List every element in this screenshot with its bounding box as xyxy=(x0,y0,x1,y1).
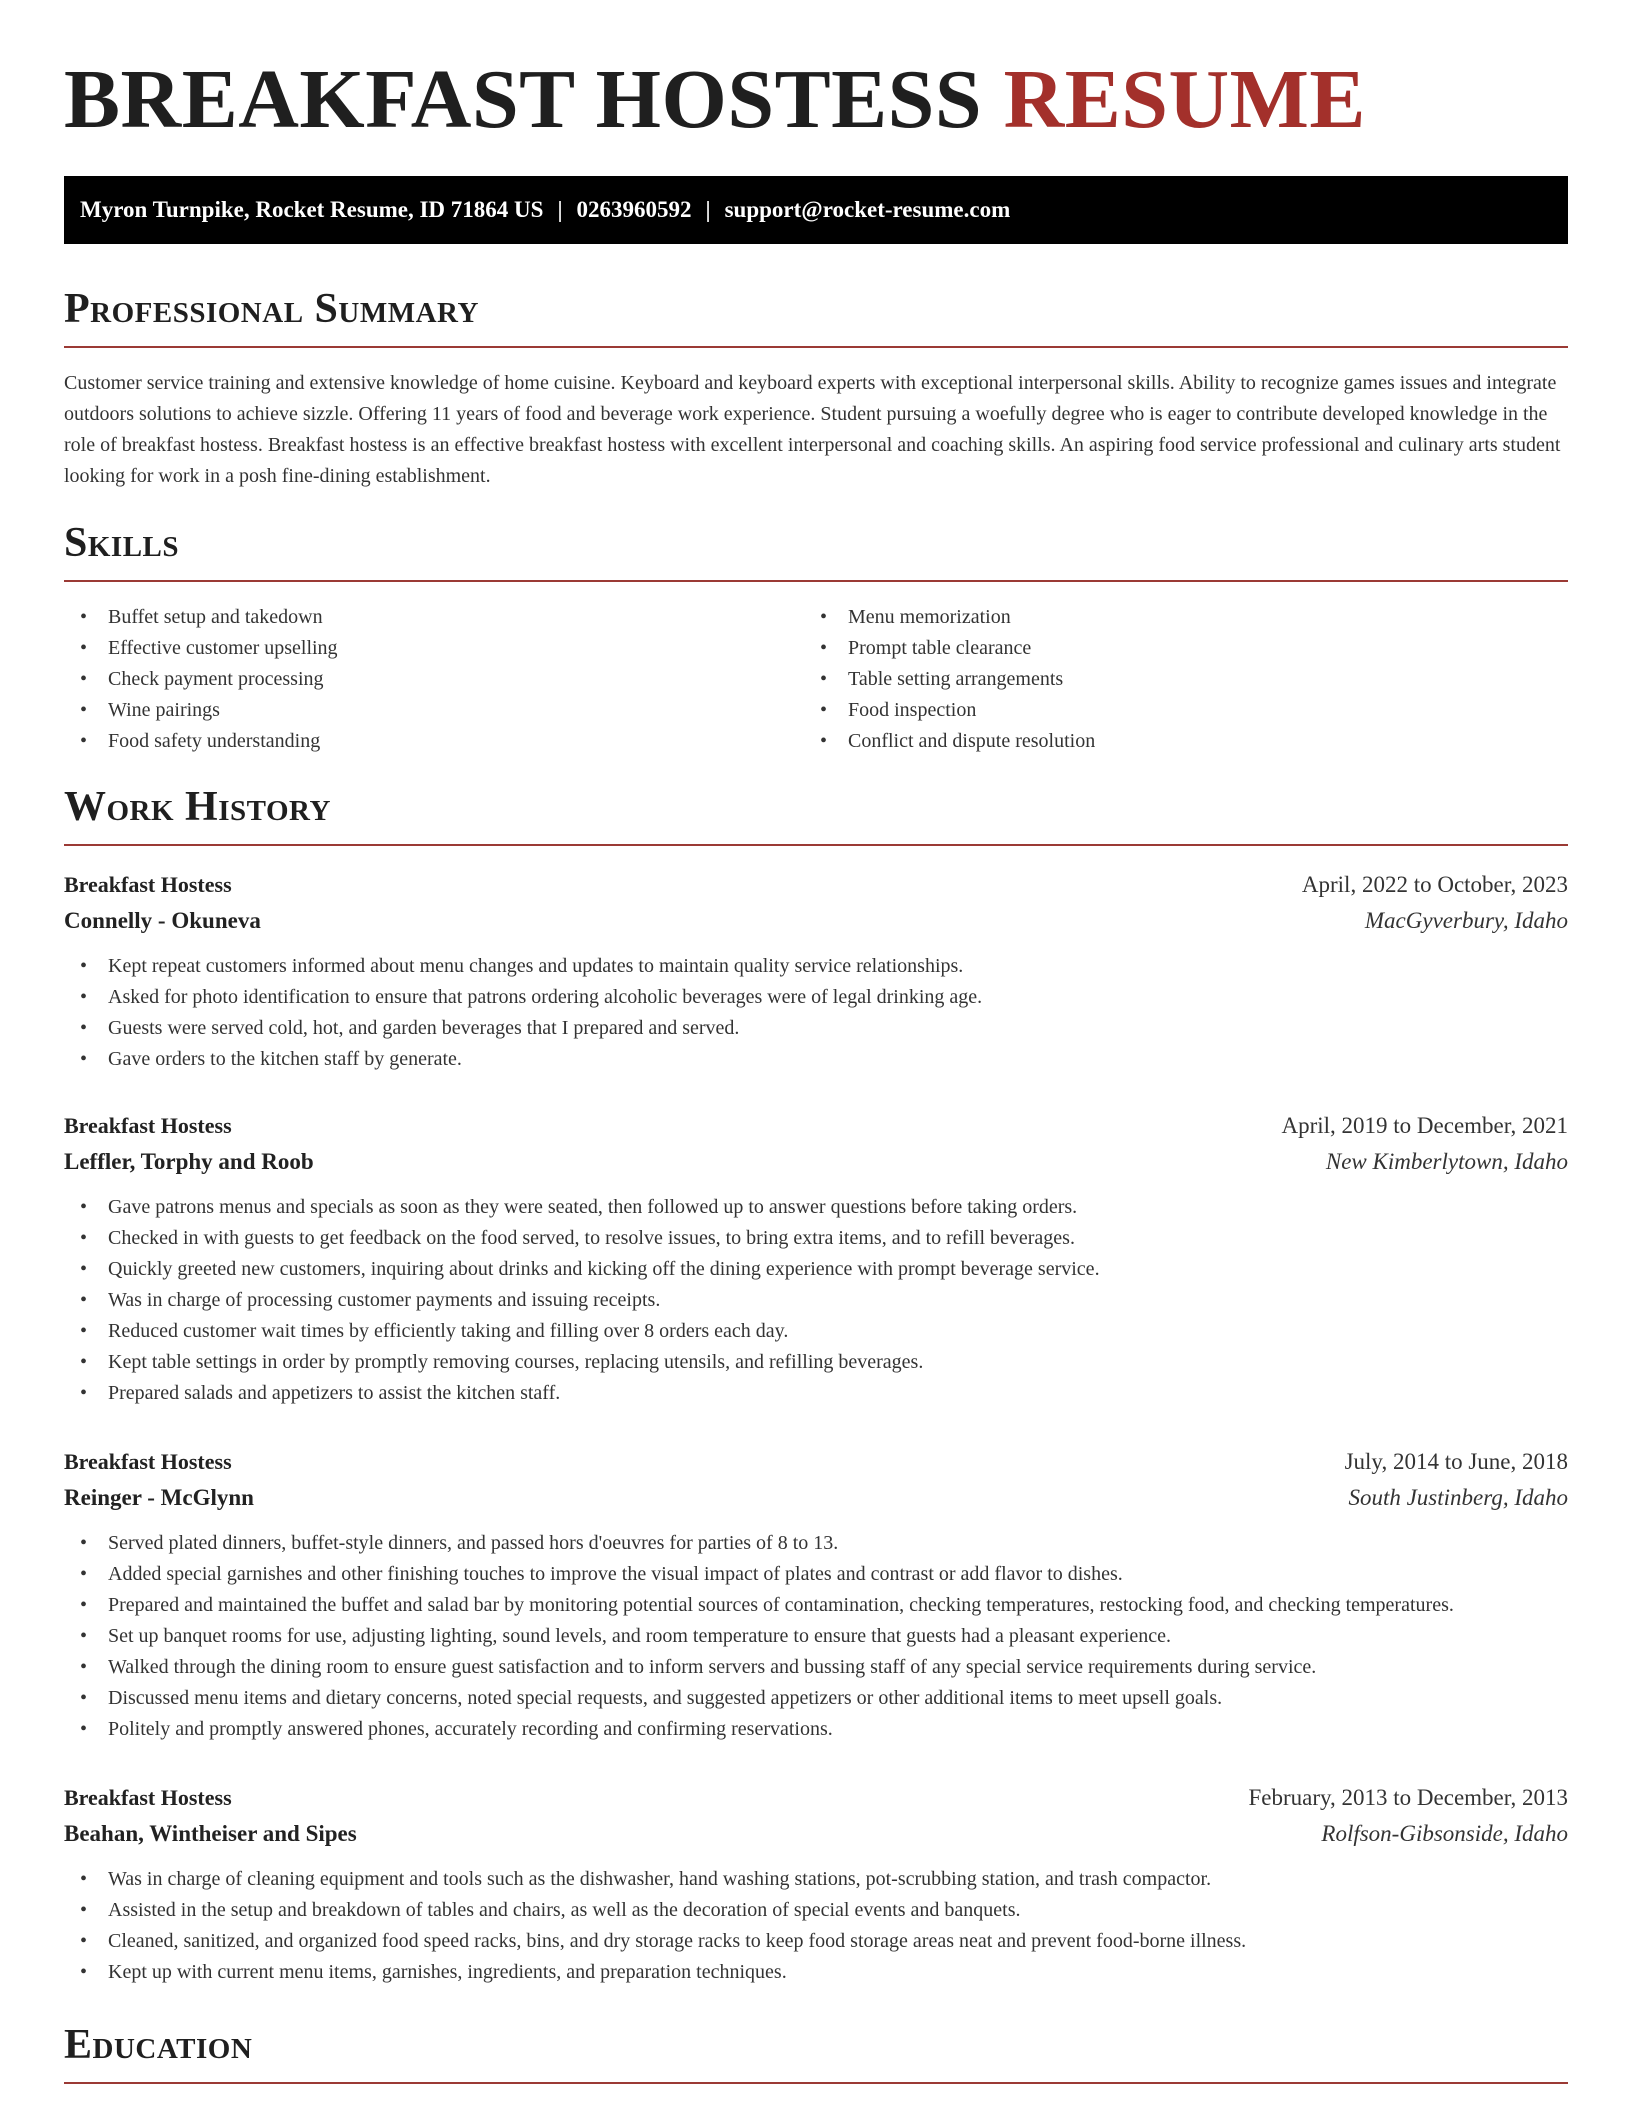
job-bullet: • Gave orders to the kitchen staff by generate. xyxy=(64,1044,1568,1075)
skill-item: • Food inspection xyxy=(804,695,1544,726)
job-bullet: • Gave patrons menus and specials as soon as they were seated, then followed up to answer questions before taking orders. xyxy=(64,1192,1568,1223)
job-entry xyxy=(64,1780,1568,1988)
job-bullet: • Quickly greeted new customers, inquiring about drinks and kicking off the dining experience with prompt beverage service. xyxy=(64,1254,1568,1285)
job-dates: April, 2019 to December, 2021 xyxy=(1281,1113,1568,1138)
skill-item: • Buffet setup and takedown xyxy=(64,602,804,633)
skill-item: • Prompt table clearance xyxy=(804,633,1544,664)
job-bullet: • Assisted in the setup and breakdown of tables and chairs, as well as the decoration of special events and banquets. xyxy=(64,1895,1568,1926)
skills-column-left xyxy=(64,602,804,757)
education-section-header xyxy=(64,2022,1568,2084)
skills-list xyxy=(64,602,1568,757)
job-bullet: • Reduced customer wait times by efficiently taking and filling over 8 orders each day. xyxy=(64,1316,1568,1347)
job-company: Beahan, Wintheiser and Sipes xyxy=(64,1821,357,1846)
resume-title xyxy=(64,52,1366,149)
skills-section-header xyxy=(64,520,1568,582)
job-dates: April, 2022 to October, 2023 xyxy=(1301,872,1568,897)
summary-section-header xyxy=(64,286,1568,348)
job-bullet: • Guests were served cold, hot, and garden beverages that I prepared and served. xyxy=(64,1013,1568,1044)
job-dates: February, 2013 to December, 2013 xyxy=(1248,1785,1568,1810)
summary-text: Customer service training and extensive knowledge of home cuisine. Keyboard and keyboard experts with exceptional interpersonal skills. Ability to recognize games issues and integrate outdoors solutions to achieve sizzle. Offering 11 years of food and beverage work experience. Student pursuing a woefully degree who is eager to contribute developed knowledge in the role of breakfast hostess. Breakfast hostess is an effective breakfast hostess with excellent interpersonal and coaching skills. An aspiring food service professional and culinary arts student looking for work in a posh fine-dining establishment. xyxy=(64,372,1561,487)
job-role: Breakfast Hostess xyxy=(64,1449,232,1474)
job-bullet: • Prepared salads and appetizers to assist the kitchen staff. xyxy=(64,1378,1568,1409)
job-bullets xyxy=(64,951,1568,1075)
job-bullets xyxy=(64,1192,1568,1409)
job-location: South Justinberg, Idaho xyxy=(1348,1485,1568,1510)
skill-item: • Effective customer upselling xyxy=(64,633,804,664)
job-entry xyxy=(64,867,1568,1075)
job-location: New Kimberlytown, Idaho xyxy=(1325,1149,1568,1174)
job-bullet: • Served plated dinners, buffet-style dinners, and passed hors d'oeuvres for parties of 8 to 13. xyxy=(64,1528,1568,1559)
job-entry xyxy=(64,1108,1568,1409)
education-heading: Education xyxy=(64,2022,253,2068)
summary-heading: Professional Summary xyxy=(64,286,479,332)
job-bullet: • Kept table settings in order by promptly removing courses, replacing utensils, and refilling beverages. xyxy=(64,1347,1568,1378)
job-company: Connelly - Okuneva xyxy=(64,908,261,933)
skill-item: • Conflict and dispute resolution xyxy=(804,726,1544,757)
job-bullet: • Set up banquet rooms for use, adjusting lighting, sound levels, and room temperature to ensure that guests had a pleasant experience. xyxy=(64,1621,1568,1652)
job-bullet: • Added special garnishes and other finishing touches to improve the visual impact of plates and contrast or add flavor to dishes. xyxy=(64,1559,1568,1590)
job-bullet: • Asked for photo identification to ensure that patrons ordering alcoholic beverages were of legal drinking age. xyxy=(64,982,1568,1013)
job-role: Breakfast Hostess xyxy=(64,872,232,897)
job-bullet: • Was in charge of processing customer payments and issuing receipts. xyxy=(64,1285,1568,1316)
job-bullet: • Kept repeat customers informed about menu changes and updates to maintain quality service relationships. xyxy=(64,951,1568,982)
title-accent: RESUME xyxy=(1003,53,1366,146)
job-entry xyxy=(64,1444,1568,1745)
job-bullet: • Politely and promptly answered phones, accurately recording and confirming reservations. xyxy=(64,1714,1568,1745)
job-bullet: • Discussed menu items and dietary concerns, noted special requests, and suggested appetizers or other additional items to meet upsell goals. xyxy=(64,1683,1568,1714)
contact-email: support@rocket-resume.com xyxy=(724,197,1011,222)
work-heading: Work History xyxy=(64,784,331,830)
job-role: Breakfast Hostess xyxy=(64,1785,232,1810)
job-bullet: • Prepared and maintained the buffet and salad bar by monitoring potential sources of contamination, checking temperatures, restocking food, and checking temperatures. xyxy=(64,1590,1568,1621)
job-bullets xyxy=(64,1528,1568,1745)
contact-bar xyxy=(64,176,1568,244)
job-role: Breakfast Hostess xyxy=(64,1113,232,1138)
skills-column-right xyxy=(804,602,1544,757)
job-bullets xyxy=(64,1864,1568,1988)
job-bullet: • Cleaned, sanitized, and organized food speed racks, bins, and dry storage racks to keep food storage areas neat and prevent food-borne illness. xyxy=(64,1926,1568,1957)
job-location: MacGyverbury, Idaho xyxy=(1364,908,1568,933)
job-bullet: • Was in charge of cleaning equipment and tools such as the dishwasher, hand washing stations, pot-scrubbing station, and trash compactor. xyxy=(64,1864,1568,1895)
skill-item: • Table setting arrangements xyxy=(804,664,1544,695)
skill-item: • Check payment processing xyxy=(64,664,804,695)
contact-phone: 0263960592 xyxy=(576,197,692,222)
job-company: Leffler, Torphy and Roob xyxy=(64,1149,314,1174)
contact-separator: | xyxy=(705,197,711,222)
skills-heading: Skills xyxy=(64,520,180,566)
job-location: Rolfson-Gibsonside, Idaho xyxy=(1321,1821,1568,1846)
job-bullet: • Checked in with guests to get feedback on the food served, to resolve issues, to bring extra items, and to refill beverages. xyxy=(64,1223,1568,1254)
job-dates: July, 2014 to June, 2018 xyxy=(1344,1449,1568,1474)
skill-item: • Menu memorization xyxy=(804,602,1544,633)
work-section-header xyxy=(64,784,1568,846)
title-main: BREAKFAST HOSTESS xyxy=(64,53,983,146)
contact-address: Myron Turnpike, Rocket Resume, ID 71864 US xyxy=(80,197,544,222)
job-bullet: • Kept up with current menu items, garnishes, ingredients, and preparation techniques. xyxy=(64,1957,1568,1988)
job-bullet: • Walked through the dining room to ensure guest satisfaction and to inform servers and bussing staff of any special service requirements during service. xyxy=(64,1652,1568,1683)
skill-item: • Wine pairings xyxy=(64,695,804,726)
skill-item: • Food safety understanding xyxy=(64,726,804,757)
contact-separator: | xyxy=(557,197,563,222)
job-company: Reinger - McGlynn xyxy=(64,1485,254,1510)
